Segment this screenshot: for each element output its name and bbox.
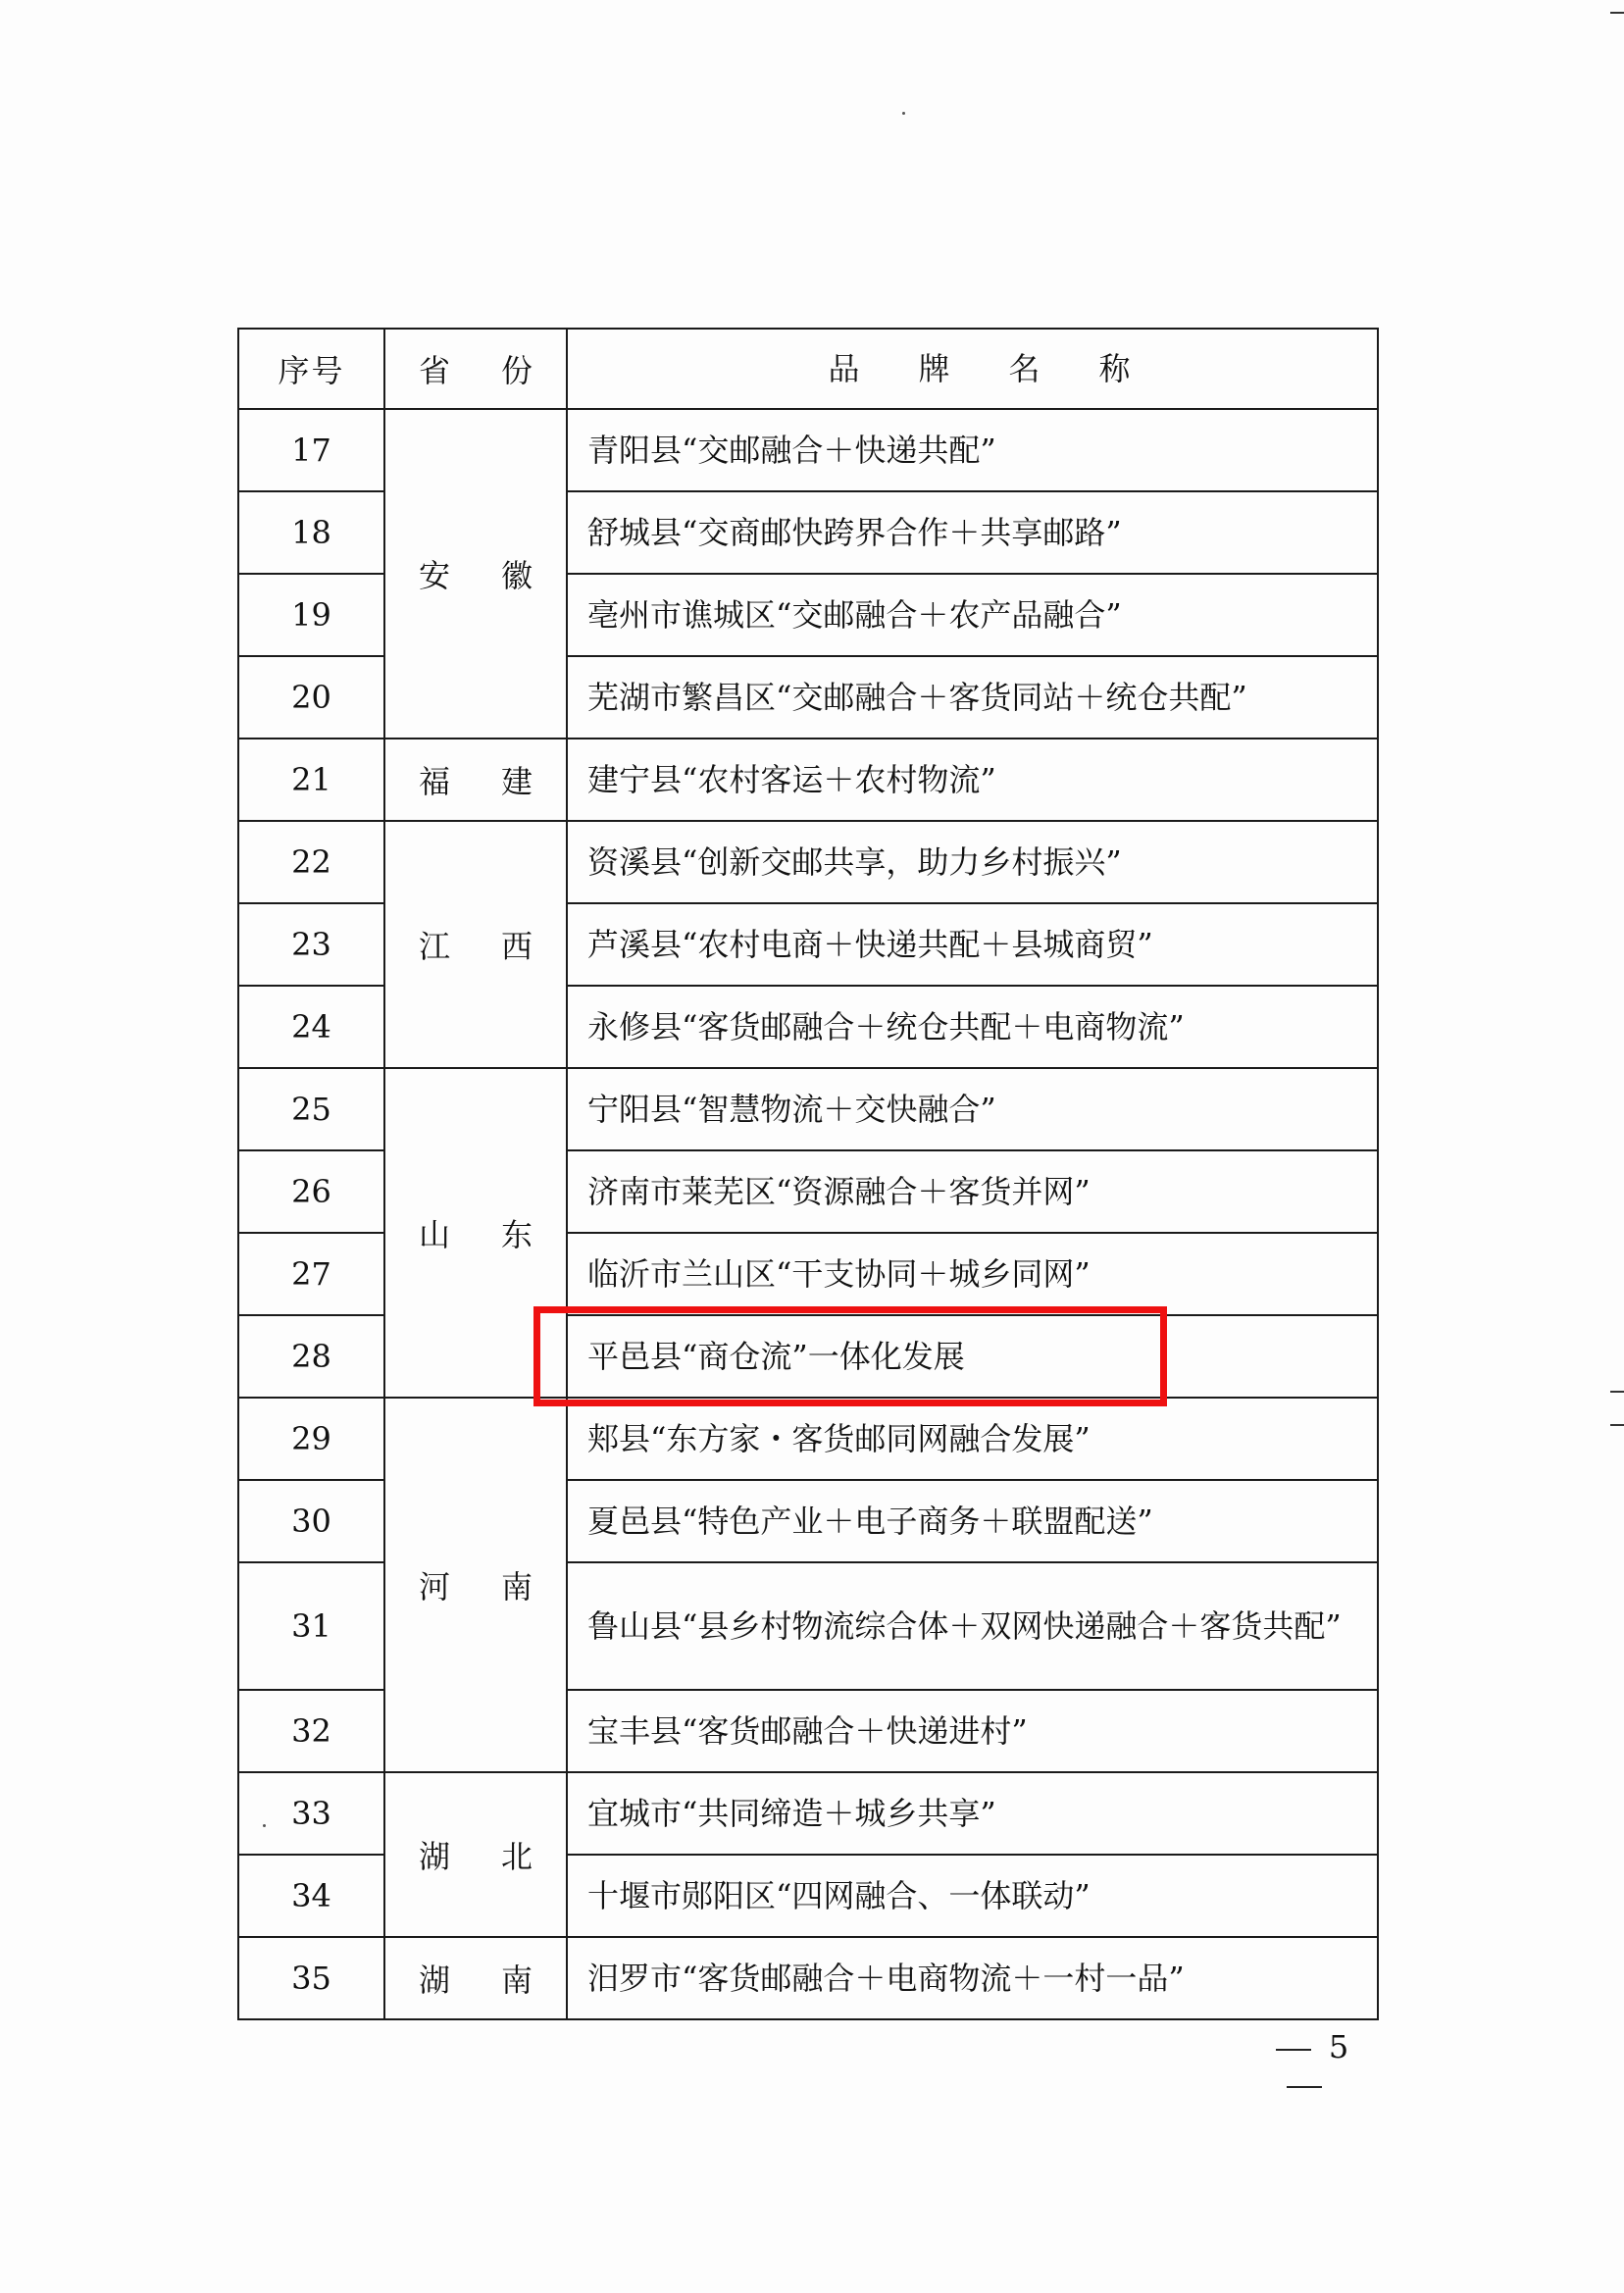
row-brand: 亳州市谯城区“交邮融合＋农产品融合” (567, 574, 1378, 656)
table-row (238, 739, 1378, 821)
row-no: 30 (238, 1480, 384, 1562)
row-no: 17 (238, 409, 384, 491)
province-cell (384, 1398, 584, 1772)
table-row (238, 1068, 1378, 1150)
province-name: 湖北 (418, 1838, 584, 1875)
row-no: 19 (238, 574, 384, 656)
table-row (238, 1398, 1378, 1480)
header-province-text: 省份 (418, 352, 584, 389)
row-brand: 永修县“客货邮融合＋统仓共配＋电商物流” (567, 986, 1378, 1068)
row-brand: 宜城市“共同缔造＋城乡共享” (567, 1772, 1378, 1855)
province-name: 福建 (418, 763, 584, 800)
header-brand-text: 品牌名称 (828, 350, 1190, 387)
row-no: 20 (238, 656, 384, 739)
table-row (238, 1937, 1378, 2019)
row-brand: 宁阳县“智慧物流＋交快融合” (567, 1068, 1378, 1150)
province-name: 河南 (418, 1568, 584, 1605)
scan-edge-mark (1610, 12, 1624, 14)
row-no: 31 (238, 1562, 384, 1690)
row-brand: 资溪县“创新交邮共享，助力乡村振兴” (567, 821, 1378, 903)
province-name: 安徽 (418, 557, 584, 594)
row-brand: 夏邑县“特色产业＋电子商务＋联盟配送” (567, 1480, 1378, 1562)
table-row (238, 821, 1378, 903)
table-header-row (238, 329, 1378, 409)
row-brand: 舒城县“交商邮快跨界合作＋共享邮路” (567, 491, 1378, 574)
row-brand: 济南市莱芜区“资源融合＋客货并网” (567, 1150, 1378, 1233)
row-brand: 十堰市郧阳区“四网融合、一体联动” (567, 1855, 1378, 1937)
province-cell (384, 1772, 584, 1937)
row-no: 34 (238, 1855, 384, 1937)
row-brand: 临沂市兰山区“干支协同＋城乡同网” (567, 1233, 1378, 1315)
row-no: 27 (238, 1233, 384, 1315)
row-brand: 鲁山县“县乡村物流综合体＋双网快递融合＋客货共配” (567, 1562, 1378, 1690)
page-number (1226, 2028, 1383, 2103)
scan-speck (902, 112, 905, 115)
scan-edge-mark (1610, 1424, 1624, 1426)
page-number-dash (1276, 2049, 1311, 2051)
red-highlight-box (533, 1306, 1167, 1406)
row-no: 28 (238, 1315, 384, 1398)
province-name: 江西 (418, 928, 584, 965)
row-no: 33 (238, 1772, 384, 1855)
row-brand: 建宁县“农村客运＋农村物流” (567, 739, 1378, 821)
page-number-text: 5 (1328, 2028, 1351, 2065)
row-brand: 汨罗市“客货邮融合＋电商物流＋一村一品” (567, 1937, 1378, 2019)
scan-edge-mark (1610, 1391, 1624, 1393)
row-no: 24 (238, 986, 384, 1068)
province-cell (384, 1937, 584, 2019)
province-name: 山东 (418, 1216, 584, 1253)
row-no: 35 (238, 1937, 384, 2019)
row-no: 25 (238, 1068, 384, 1150)
header-brand (567, 329, 1378, 409)
row-brand: 芦溪县“农村电商＋快递共配＋县城商贸” (567, 903, 1378, 986)
province-cell (384, 821, 584, 1068)
row-brand: 宝丰县“客货邮融合＋快递进村” (567, 1690, 1378, 1772)
row-no: 32 (238, 1690, 384, 1772)
row-no: 26 (238, 1150, 384, 1233)
table-row (238, 1772, 1378, 1855)
row-no: 22 (238, 821, 384, 903)
province-cell (384, 739, 584, 821)
row-no: 21 (238, 739, 384, 821)
header-no: 序号 (238, 329, 384, 409)
header-province (384, 329, 584, 409)
province-name: 湖南 (418, 1962, 584, 1999)
row-brand: 芜湖市繁昌区“交邮融合＋客货同站＋统仓共配” (567, 656, 1378, 739)
row-no: 29 (238, 1398, 384, 1480)
row-brand: 青阳县“交邮融合＋快递共配” (567, 409, 1378, 491)
row-brand: 郏县“东方家・客货邮同网融合发展” (567, 1398, 1378, 1480)
row-brand: 平邑县“商仓流”一体化发展 (567, 1315, 1378, 1398)
row-no: 23 (238, 903, 384, 986)
page-number-dash (1287, 2086, 1322, 2088)
brand-table (237, 328, 1379, 2020)
row-no: 18 (238, 491, 384, 574)
province-cell (384, 409, 584, 739)
table-row (238, 409, 1378, 491)
